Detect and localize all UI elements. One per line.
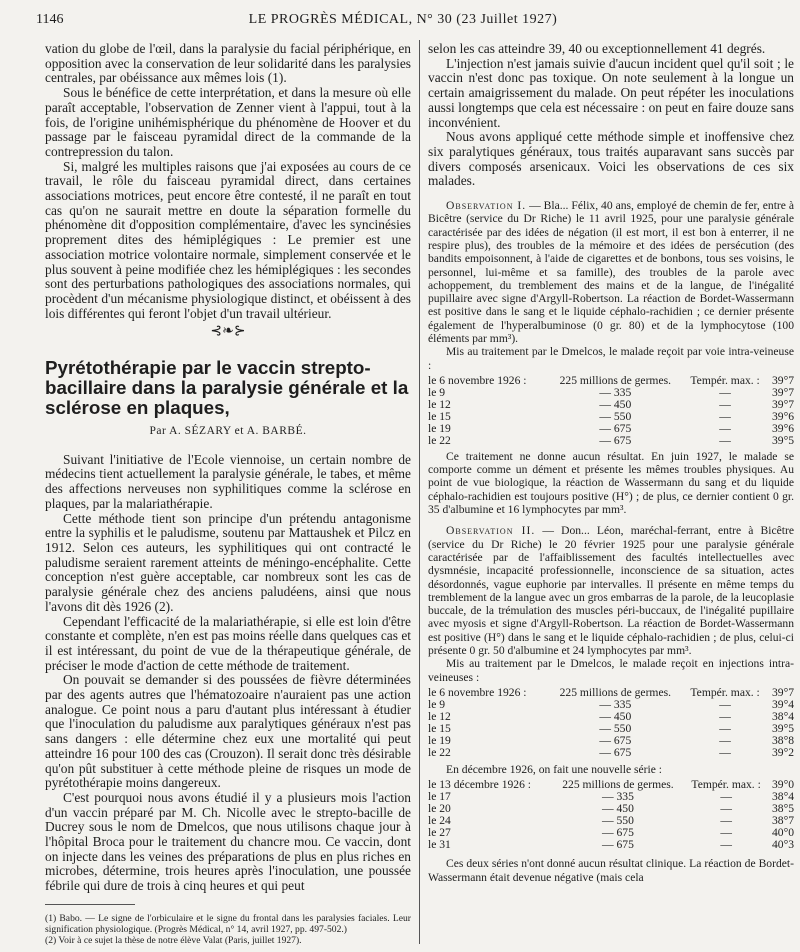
table-cell: — xyxy=(719,697,731,711)
table-cell: 40°0 xyxy=(771,826,794,840)
table-cell: le 19 xyxy=(428,733,451,747)
table-cell: — 550 xyxy=(599,721,632,735)
table-cell: 38°4 xyxy=(771,790,794,804)
table-cell: le 19 xyxy=(428,421,451,435)
paragraph: L'injection n'est jamais suivie d'aucun incident quel qu'il soit ; le vaccin n'est donc pas toxique. On note seulement à la longue un certain amaigrissement du malade. On peut répéter les inoculations aussi longtemps que cela est nécessaire : on peut en faire douze sans inconvénient. xyxy=(428,55,794,130)
footnote-rule xyxy=(45,904,135,905)
table-cell: — 450 xyxy=(602,802,634,816)
article-title: Pyrétothérapie par le vaccin strepto-bacillaire dans la paralysie générale et la sclérose en plaques, xyxy=(45,357,409,419)
paragraph: Cependant l'efficacité de la malariathérapie, si elle est loin d'être constante et complète, n'en est pas moins réelle dans quelques cas et il est intéressant, du point de vue de la thérapeutique générale, de préciser le mode d'action de cette méthode de traitement. xyxy=(45,613,411,673)
table-cell: le 6 novembre 1926 : xyxy=(428,685,527,699)
table-cell: le 15 xyxy=(428,721,451,735)
table-cell: le 22 xyxy=(428,745,451,759)
page-number: 1146 xyxy=(36,12,64,27)
table-cell: 39°6 xyxy=(771,409,794,423)
table-cell: 38°4 xyxy=(771,709,794,723)
observation-text: — Don... Léon, maréchal-ferrant, entre à Bicêtre (service du Dr Riche) le 20 février 1925 pour une paralysie générale caractérisée par de l'affaiblissement des facultés intellectuelles avec dysmnésie, incapacité professionnelle, inconscience de sa situation, actes désordonnés, vague euphorie par intervalles. Il présente en même temps du tremblement de la langue avec un gros embarras de la parole, de la leucoplasie buccale, de la trémulation des muscles péri-buccaux, de l'inégalité pupillaire avec myosis et signe d'Argyll-Robertson. La réaction de Bordet-Wassermann est positive (H°) dans le sang et le liquide céphalo-rachidien ; de plus, celui-ci présente 0 gr. 50 d'albumine et 24 lymphocytes par mm³. xyxy=(428,524,794,658)
table-cell: — 675 xyxy=(599,745,632,759)
journal-title: LE PROGRÈS MÉDICAL, N° 30 (23 Juillet 1927) xyxy=(248,12,558,27)
table-row xyxy=(428,747,794,759)
observation-2 xyxy=(428,524,794,657)
paragraph: C'est pourquoi nous avons étudié il y a plusieurs mois l'action d'un vaccin préparé par M. Ch. Nicolle avec le strepto-bacille de Ducrey sous le nom de Dmelcos, que nous utilisons chaque jour à l'hôpital Broca pour le traitement du chancre mou. Ce vaccin, dont on injecte dans les veines des préparations de plus en plus riches en microbes, détermine, trois heures après l'inoculation, une poussée fébrile qui dure de trois à cinq heures et qui peut xyxy=(45,789,411,894)
table-cell: — 335 xyxy=(599,385,632,399)
table-cell: le 13 décembre 1926 : xyxy=(428,778,532,792)
treatment-intro: Mis au traitement par le Dmelcos, le malade reçoit par voie intra-veineuse : xyxy=(428,345,794,372)
table-cell: 40°3 xyxy=(771,838,794,852)
table-cell: — xyxy=(719,745,731,759)
table-cell: 225 millions de germes. xyxy=(562,778,674,792)
left-column xyxy=(45,42,411,946)
observation-result: Ce traitement ne donne aucun résultat. En juin 1927, le malade se comporte comme un dément et présente les mêmes troubles physiques. Au point de vue biologique, la réaction de Wassermann du sang et du liquide céphalo-rachidien est toujours positive (H°) ; de plus, ce dernier contient 0 gr. 35 d'albumine et 16 lymphocytes par mm³. xyxy=(428,449,794,517)
table-cell: — xyxy=(719,433,731,447)
paragraph-continued: selon les cas atteindre 39, 40 ou exceptionnellement 41 degrés. xyxy=(428,41,766,56)
table-cell: le 31 xyxy=(428,838,451,852)
observation-1 xyxy=(428,199,794,345)
table-cell: 225 millions de germes. xyxy=(559,373,672,387)
table-cell: — xyxy=(719,709,731,723)
table-cell: 225 millions de germes. xyxy=(559,685,672,699)
section-ornament: ⊰❧⊱ xyxy=(210,324,246,340)
observation-label: Observation I. xyxy=(446,199,527,213)
table-cell: 38°5 xyxy=(771,802,794,816)
paragraph: Si, malgré les multiples raisons que j'ai exposées au cours de ce travail, le rôle du faisceau pyramidal direct, dans certaines associations motrices, peut encore être contesté, il ne paraît en tout cas qu'on ne saurait mettre en doute la séparation formelle du phénomène dit d'opposition complémentaire, d'avec les syncinésies proprement dites des hémiplégiques : Le premier est une association motrice volontaire normale, simplement conservée et le plus souvent à peine modifiée chez les hémiplégiques : les secondes sont des perturbations pathologiques des associations normales, qui procèdent d'un mécanisme physiologique distinct, et obéissent à des lois différentes qui feront l'objet d'un travail ultérieur. xyxy=(45,158,411,321)
table-cell: — xyxy=(720,826,732,840)
table-cell: — xyxy=(720,790,732,804)
table-cell: — xyxy=(719,397,731,411)
table-cell: le 9 xyxy=(428,385,446,399)
table-cell: 39°5 xyxy=(771,721,794,735)
treatment-intro: Mis au traitement par le Dmelcos, le malade reçoit en injections intra-veineuses : xyxy=(428,657,794,684)
table-cell: — 675 xyxy=(599,421,632,435)
table-cell: — 675 xyxy=(602,826,634,840)
paragraph-continued: vation du globe de l'œil, dans la paralysie du facial périphérique, en opposition avec la conservation de leur solidarité dans les paralysies centrales, par obéissance aux mêmes lois (1). xyxy=(45,41,411,86)
table-cell: le 9 xyxy=(428,697,446,711)
table-cell: — 450 xyxy=(599,397,632,411)
table-cell: 39°0 xyxy=(771,778,794,792)
table-cell: 38°7 xyxy=(771,814,794,828)
table-cell: — 675 xyxy=(599,733,632,747)
right-column xyxy=(428,42,794,884)
table-cell: le 12 xyxy=(428,397,451,411)
paragraph: Suivant l'initiative de l'Ecole viennoise, un certain nombre de médecins tient actuellement la paralysie générale, le tabes, et même des affections nerveuses non syphilitiques comme la sclérose en plaques, par la malariathérapie. xyxy=(45,451,411,511)
table-cell: Tempér. max. : xyxy=(691,778,761,792)
footnote: (1) Babo. — Le signe de l'orbiculaire et le signe du frontal dans les paralysies faciales. Leur signification physiologique. (Progrès Médical, n° 14, avril 1927, pp. 497-502.) xyxy=(45,912,411,936)
table-cell: le 6 novembre 1926 : xyxy=(428,373,527,387)
table-cell: le 27 xyxy=(428,826,451,840)
table-cell: 39°7 xyxy=(771,397,794,411)
table-cell: — 675 xyxy=(599,433,632,447)
table-cell: le 24 xyxy=(428,814,451,828)
table-cell: le 15 xyxy=(428,409,451,423)
table-cell: le 12 xyxy=(428,709,451,723)
table-row xyxy=(428,435,794,447)
table-cell: — 450 xyxy=(599,709,632,723)
table-cell: — xyxy=(719,385,731,399)
paragraph: Nous avons appliqué cette méthode simple et inoffensive chez six paralytiques généraux, tous traités auparavant sans succès par divers composés arsenicaux. Voici les observations de ces six malades. xyxy=(428,129,794,189)
injection-table-3 xyxy=(428,779,794,851)
injection-table-1 xyxy=(428,375,794,447)
series-intro: En décembre 1926, on fait une nouvelle série : xyxy=(446,762,663,776)
column-divider xyxy=(419,40,420,944)
table-cell: 38°8 xyxy=(771,733,794,747)
table-cell: 39°5 xyxy=(771,433,794,447)
table-cell: le 20 xyxy=(428,802,451,816)
paragraph: Sous le bénéfice de cette interprétation, et dans la mesure où elle paraît acceptable, l'observation de Zenner vient à l'appui, tout à la fois, de l'origine unihémisphérique du phénomène de Hoover et du passage par le faisceau pyramidal direct de la commande de la contrepression du talon. xyxy=(45,85,411,159)
table-cell: — 675 xyxy=(602,838,634,852)
paragraph: Cette méthode tient son principe d'un prétendu antagonisme entre la syphilis et le paludisme, soutenu par Mattaushek et Pilcz en 1912. Selon ces auteurs, les syphilitiques qui ont contracté le paludisme seraient rarement atteints de méningo-encéphalite. Cette conception n'est guère acceptable, car nombreux sont les cas de paralysie générale chez des anciens paludéens, ainsi que nous l'avons dit dès 1926 (2). xyxy=(45,510,411,614)
table-row xyxy=(428,839,794,851)
observation-label: Observation II. xyxy=(446,524,536,538)
table-cell: — xyxy=(719,721,731,735)
table-cell: — xyxy=(720,838,732,852)
table-cell: — 335 xyxy=(599,697,632,711)
table-cell: — xyxy=(719,409,731,423)
table-cell: 39°4 xyxy=(771,697,794,711)
table-cell: le 22 xyxy=(428,433,451,447)
table-cell: — xyxy=(720,802,732,816)
paragraph: On pouvait se demander si des poussées de fièvre déterminées par des agents autres que l'hématozoaire n'auraient pas une action analogue. Ce point nous a paru d'autant plus intéressant à étudier que l'inoculation du paludisme aux paralytiques généraux n'est pas sans dangers : elle détermine chez eux une mortalité qui peut atteindre 16 pour 100 des cas (Crouzon). Il serait donc très désirable qu'on pût substituer à cette méthode pleine de risques un mode de pyrétothérapie moins dangereux. xyxy=(45,672,411,791)
table-cell: — xyxy=(719,733,731,747)
footnote: (2) Voir à ce sujet la thèse de notre élève Valat (Paris, juillet 1927). xyxy=(45,935,302,947)
table-cell: le 17 xyxy=(428,790,451,804)
table-cell: 39°7 xyxy=(771,685,794,699)
table-cell: — 550 xyxy=(599,409,632,423)
table-cell: 39°7 xyxy=(771,373,794,387)
injection-table-2 xyxy=(428,687,794,759)
observation-text: — Bla... Félix, 40 ans, employé de chemin de fer, entre à Bicêtre (service du Dr Riche) le 11 avril 1925, pour une paralysie générale caractérisée par des idées de négation (il est mort, il est bon à enterrer, il ne respire plus), des troubles de la mémoire et des idées de persécution (des bandits empoisonnent, à l'aide de cigarettes et de bonbons, tous ses voisins, le personnel, lui-même et sa famille), des troubles de la parole avec achoppement, du tremblement des mains et de la langue, de l'inégalité pupillaire avec signe d'Argyll-Robertson. La réaction de Bordet-Wassermann est positive dans le sang et le liquide céphalo-rachidien ; ce dernier présente également de l'hyperalbuminose (0 gr. 80) et de la lymphocytose (100 éléments par mm³). xyxy=(428,199,795,345)
table-cell: Tempér. max. : xyxy=(690,685,760,699)
table-cell: 39°6 xyxy=(771,421,794,435)
table-cell: Tempér. max. : xyxy=(690,373,760,387)
article-authors: Par A. SÉZARY et A. BARBÉ. xyxy=(149,425,307,438)
table-cell: — xyxy=(720,814,732,828)
table-cell: — xyxy=(719,421,731,435)
paragraph: Ces deux séries n'ont donné aucun résultat clinique. La réaction de Bordet-Wassermann était devenue négative (mais cela xyxy=(428,857,794,884)
table-cell: — 550 xyxy=(602,814,634,828)
table-cell: — 335 xyxy=(602,790,634,804)
running-header xyxy=(36,6,770,28)
table-cell: 39°2 xyxy=(771,745,794,759)
table-cell: 39°7 xyxy=(771,385,794,399)
